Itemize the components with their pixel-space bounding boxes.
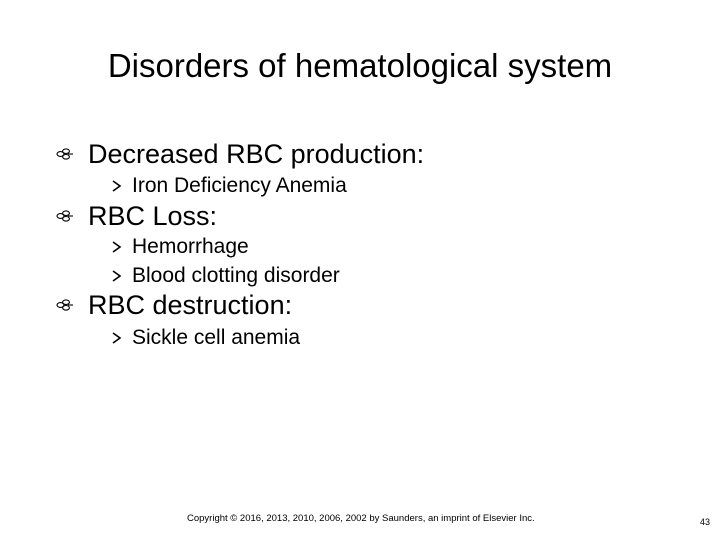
bullet-item-rbc-loss <box>56 199 217 233</box>
slide-title: Disorders of hematological system <box>107 47 613 84</box>
flower-bullet-icon <box>56 298 88 312</box>
arrowhead-bullet-icon <box>112 180 132 192</box>
sub-bullet-iron-deficiency-anemia <box>112 172 347 200</box>
bullet-label: RBC destruction: <box>88 290 293 320</box>
sub-bullet-label: Hemorrhage <box>132 235 249 258</box>
bullet-label: RBC Loss: <box>88 201 218 231</box>
sub-bullet-label: Sickle cell anemia <box>132 326 301 349</box>
sub-bullet-label: Iron Deficiency Anemia <box>132 174 347 197</box>
flower-bullet-icon <box>56 147 88 161</box>
arrowhead-bullet-icon <box>112 332 132 344</box>
copyright-footer: Copyright © 2016, 2013, 2010, 2006, 2002 by Saunders, an imprint of Elsevier Inc. <box>187 513 535 524</box>
bullet-item-decreased-rbc-production <box>56 137 424 171</box>
bullet-item-rbc-destruction <box>56 288 292 322</box>
sub-bullet-blood-clotting-disorder <box>112 262 340 290</box>
arrowhead-bullet-icon <box>112 270 132 282</box>
sub-bullet-hemorrhage <box>112 233 249 261</box>
sub-bullet-sickle-cell-anemia <box>112 324 300 352</box>
bullet-label: Decreased RBC production: <box>88 139 425 169</box>
sub-bullet-label: Blood clotting disorder <box>132 264 340 287</box>
arrowhead-bullet-icon <box>112 241 132 253</box>
page-number: 43 <box>699 517 710 527</box>
flower-bullet-icon <box>56 209 88 223</box>
